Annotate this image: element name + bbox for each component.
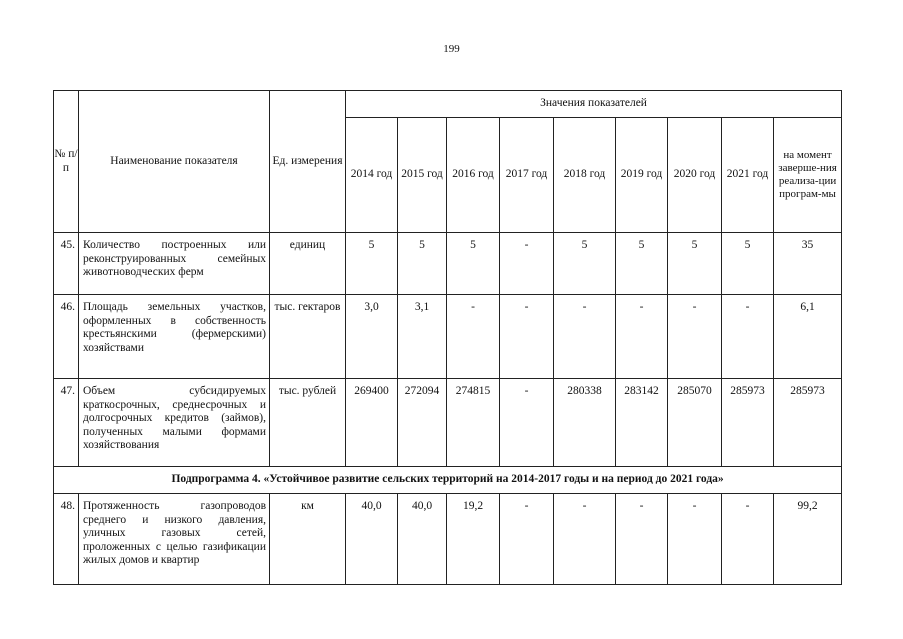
row-num: 48. bbox=[54, 494, 79, 585]
row-unit: тыс. гектаров bbox=[270, 295, 346, 379]
header-name: Наименование показателя bbox=[79, 91, 270, 233]
header-unit: Ед. измерения bbox=[270, 91, 346, 233]
row-unit: тыс. рублей bbox=[270, 379, 346, 467]
table-row bbox=[54, 494, 842, 585]
row-value: - bbox=[500, 494, 554, 585]
row-value: - bbox=[668, 494, 722, 585]
row-num: 46. bbox=[54, 295, 79, 379]
row-value: 3,1 bbox=[398, 295, 447, 379]
section-title: Подпрограмма 4. «Устойчивое развитие сельских территорий на 2014-2017 годы и на период до 2021 года» bbox=[54, 467, 842, 494]
row-value: 5 bbox=[554, 233, 616, 295]
header-year: 2015 год bbox=[398, 118, 447, 233]
header-year: 2014 год bbox=[346, 118, 398, 233]
row-value: 5 bbox=[346, 233, 398, 295]
row-unit: км bbox=[270, 494, 346, 585]
row-value: - bbox=[722, 494, 774, 585]
row-num: 45. bbox=[54, 233, 79, 295]
row-value: - bbox=[554, 295, 616, 379]
row-value: 269400 bbox=[346, 379, 398, 467]
header-values-group: Значения показателей bbox=[346, 91, 842, 118]
row-value: - bbox=[500, 379, 554, 467]
header-year: 2019 год bbox=[616, 118, 668, 233]
row-value: 272094 bbox=[398, 379, 447, 467]
row-value: 5 bbox=[616, 233, 668, 295]
row-name: Объем субсидируемых краткосрочных, среднесрочных и долгосрочных кредитов (займов), полученных малыми формами хозяйствования bbox=[79, 379, 270, 467]
row-value: - bbox=[668, 295, 722, 379]
row-value: - bbox=[500, 233, 554, 295]
header-year: 2016 год bbox=[447, 118, 500, 233]
row-value: - bbox=[616, 295, 668, 379]
row-final: 99,2 bbox=[774, 494, 842, 585]
row-value: - bbox=[554, 494, 616, 585]
row-final: 35 bbox=[774, 233, 842, 295]
row-name: Площадь земельных участков, оформленных в собственность крестьянскими (фермерскими) хозяйствами bbox=[79, 295, 270, 379]
row-value: 285070 bbox=[668, 379, 722, 467]
table-row bbox=[54, 295, 842, 379]
row-value: 19,2 bbox=[447, 494, 500, 585]
row-value: 280338 bbox=[554, 379, 616, 467]
row-value: 3,0 bbox=[346, 295, 398, 379]
row-value: 40,0 bbox=[398, 494, 447, 585]
row-value: - bbox=[722, 295, 774, 379]
section-row bbox=[54, 467, 842, 494]
header-row-1 bbox=[54, 91, 842, 118]
row-value: - bbox=[616, 494, 668, 585]
row-value: 283142 bbox=[616, 379, 668, 467]
row-value: 285973 bbox=[722, 379, 774, 467]
row-final: 285973 bbox=[774, 379, 842, 467]
row-name: Протяженность газопроводов среднего и низкого давления, уличных газовых сетей, проложенных с целью газификации жилых домов и квартир bbox=[79, 494, 270, 585]
page-number: 199 bbox=[443, 43, 460, 55]
row-value: 5 bbox=[722, 233, 774, 295]
header-year: 2017 год bbox=[500, 118, 554, 233]
row-num: 47. bbox=[54, 379, 79, 467]
header-final: на момент заверше-ния реализа-ции програм-мы bbox=[774, 118, 842, 233]
header-year: 2020 год bbox=[668, 118, 722, 233]
row-final: 6,1 bbox=[774, 295, 842, 379]
header-year: 2018 год bbox=[554, 118, 616, 233]
row-value: 274815 bbox=[447, 379, 500, 467]
row-value: - bbox=[500, 295, 554, 379]
header-num: № п/п bbox=[54, 91, 79, 233]
indicators-table bbox=[53, 90, 842, 585]
row-name: Количество построенных или реконструированных семейных животноводческих ферм bbox=[79, 233, 270, 295]
row-value: 5 bbox=[447, 233, 500, 295]
row-value: - bbox=[447, 295, 500, 379]
row-value: 5 bbox=[668, 233, 722, 295]
row-unit: единиц bbox=[270, 233, 346, 295]
table-row bbox=[54, 233, 842, 295]
row-value: 5 bbox=[398, 233, 447, 295]
header-year: 2021 год bbox=[722, 118, 774, 233]
table-row bbox=[54, 379, 842, 467]
row-value: 40,0 bbox=[346, 494, 398, 585]
